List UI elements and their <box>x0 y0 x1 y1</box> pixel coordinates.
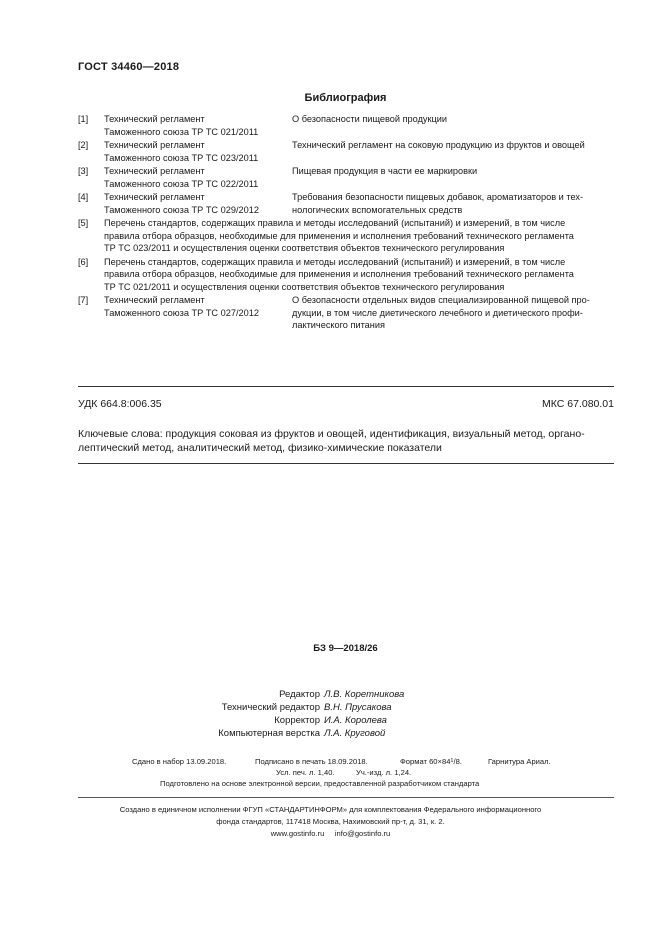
bib-item-6 <box>78 256 618 294</box>
imprint-pub-sheets: Уч.-изд. л. 1,24. <box>356 768 412 777</box>
imprint-signed: Подписано в печать 18.09.2018. <box>255 757 368 766</box>
bib-source: Технический регламент Таможенного союза ТР ТС 023/2011 <box>104 140 259 163</box>
bib-item-7 <box>78 294 618 332</box>
imprint-format: Формат $60\times 84^1/8$. <box>400 757 462 766</box>
bib-item-2 <box>78 139 618 164</box>
staff-row: Технический редактор В.Н. Прусакова <box>221 702 392 713</box>
udk-code: УДК 664.8:006.35 <box>78 398 162 410</box>
divider-bottom <box>78 463 614 464</box>
document-code: ГОСТ 34460—2018 <box>78 61 180 73</box>
footer-line: Создано в единичном исполнении ФГУП «СТАНДАРТИНФОРМ» для комплектования Федерального информационного <box>119 805 542 814</box>
imprint-prepared: Подготовлено на основе электронной версии, предоставленной разработчиком стандарта <box>160 779 480 788</box>
bibliography-list <box>78 113 618 332</box>
bibliography-title: Библиография <box>304 92 387 104</box>
bib-number: [2] <box>78 140 89 150</box>
bib-number: [7] <box>78 295 89 305</box>
bib-source: Технический регламент Таможенного союза ТР ТС 029/2012 <box>104 192 259 215</box>
footer <box>0 804 661 840</box>
mks-code: МКС 67.080.01 <box>542 398 614 410</box>
bib-item-4 <box>78 191 618 216</box>
imprint-typeface: Гарнитура Ариал. <box>488 757 551 766</box>
bib-number: [3] <box>78 166 89 176</box>
footer-contacts <box>0 828 661 840</box>
footer-line: фонда стандартов, 117418 Москва, Нахимовский пр-т, д. 31, к. 2. <box>216 817 445 826</box>
bib-title: Пищевая продукция в части ее маркировки <box>292 166 478 176</box>
divider-footer <box>78 797 614 798</box>
footer-email-link[interactable]: info@gostinfo.ru <box>334 829 391 838</box>
bib-title: Требования безопасности пищевых добавок, ароматизаторов и тех- нологических вспомогательных средств <box>292 192 584 215</box>
staff-row: Корректор И.А. Королева <box>274 715 387 726</box>
staff-row: Редактор Л.В. Коретникова <box>279 689 405 700</box>
bib-description: Перечень стандартов, содержащих правила и методы исследований (испытаний) и измерений, в том числе правила отбора образцов, необходимые для применения и исполнения требований технического регламента ТР ТС 023/2011 и осуществления оценки соответствия объектов технического регулирования <box>104 218 574 253</box>
keywords: Ключевые слова: продукция соковая из фруктов и овощей, идентификация, визуальный метод, органо- лептический метод, аналитический метод, физико-химические показатели <box>78 428 585 454</box>
imprint <box>0 756 661 789</box>
bz-number: БЗ 9—2018/26 <box>313 643 378 654</box>
bib-source: Технический регламент Таможенного союза ТР ТС 027/2012 <box>104 295 259 318</box>
bib-source: Технический регламент Таможенного союза ТР ТС 021/2011 <box>104 114 259 137</box>
bib-number: [6] <box>78 256 89 267</box>
bib-description: Перечень стандартов, содержащих правила и методы исследований (испытаний) и измерений, в том числе правила отбора образцов, необходимые для применения и исполнения требований технического регламента ТР ТС 021/2011 и осуществления оценки соответствия объектов технического регулирования <box>104 256 574 292</box>
bib-title: О безопасности пищевой продукции <box>292 114 448 124</box>
divider-top <box>78 386 614 387</box>
staff-row: Компьютерная верстка Л.А. Круговой <box>218 728 386 739</box>
imprint-sent: Сдано в набор 13.09.2018. <box>132 757 227 766</box>
bib-number: [1] <box>78 114 89 124</box>
bib-title: О безопасности отдельных видов специализированной пищевой про- дукции, в том числе диетического лечебного и диетического профи- лактического питания <box>292 295 590 330</box>
bib-item-5 <box>78 217 618 255</box>
bib-source: Технический регламент Таможенного союза ТР ТС 022/2011 <box>104 166 259 189</box>
bib-number: [5] <box>78 218 89 228</box>
footer-site-link[interactable]: www.gostinfo.ru <box>270 829 325 838</box>
bib-item-3 <box>78 165 618 190</box>
bib-title: Технический регламент на соковую продукцию из фруктов и овощей <box>292 140 585 150</box>
staff-credits <box>0 688 661 740</box>
imprint-sheets: Усл. печ. л. 1,40. <box>276 768 335 777</box>
bib-number: [4] <box>78 192 89 202</box>
bib-item-1 <box>78 113 618 138</box>
